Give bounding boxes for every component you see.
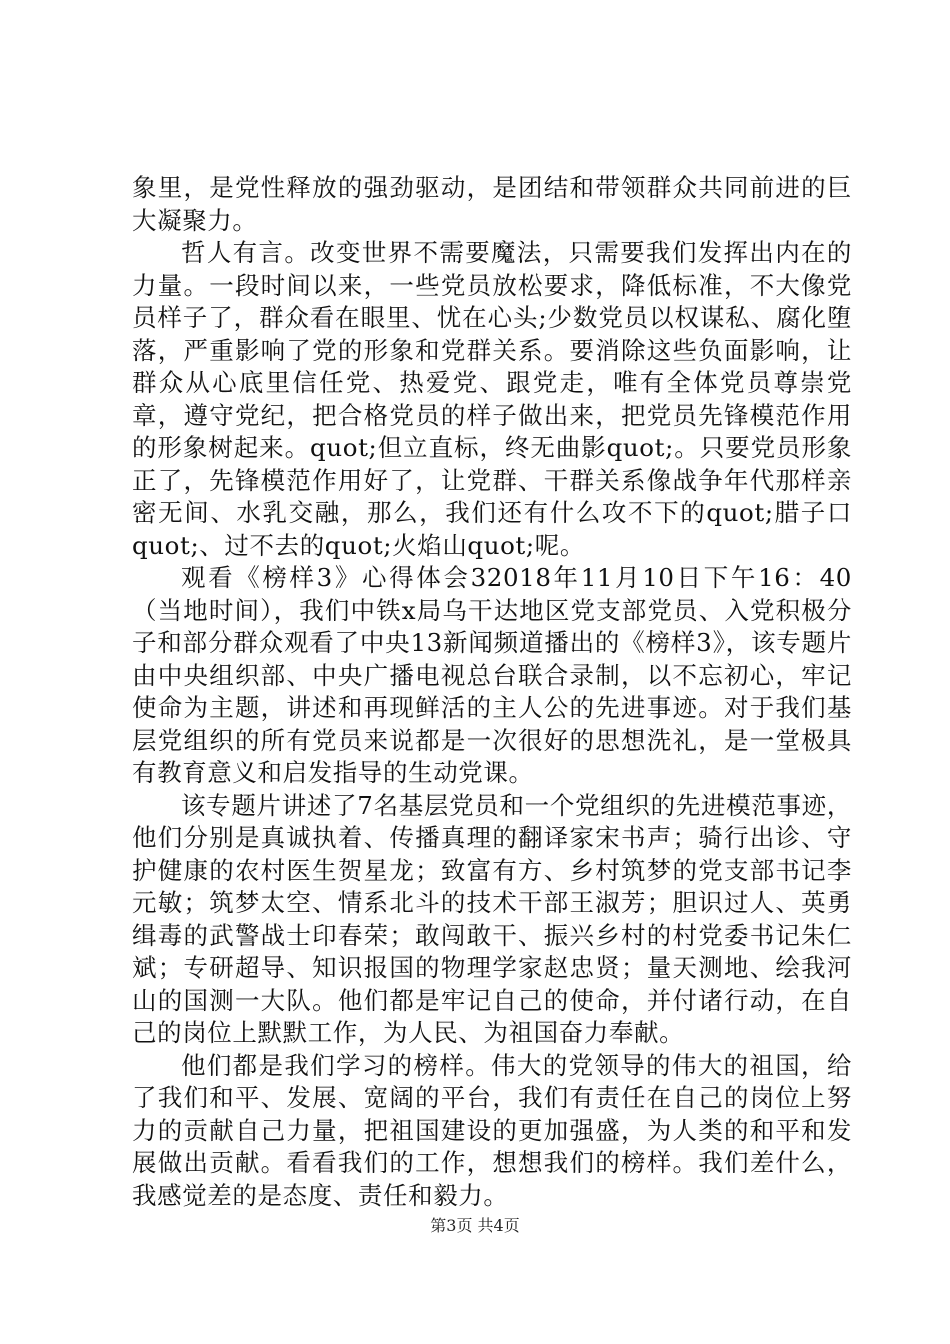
paragraph-3: 观看《榜样3》心得体会32018年11月10日下午16：40（当地时间），我们中铁x局乌干达地区党支部党员、入党积极分子和部分群众观看了中央13新闻频道播出的《榜样3》，该专题片由中央组织部、中央广播电视总台联合录制，以不忘初心，牢记使命为主题，讲述和再现鲜活的主人公的先进事迹。对于我们基层党组织的所有党员来说都是一次很好的思想洗礼，是一堂极具有教育意义和启发指导的生动党课。	[132, 563, 852, 787]
page-footer: 第3页 共4页	[430, 1216, 520, 1235]
paragraph-5: 他们都是我们学习的榜样。伟大的党领导的伟大的祖国，给了我们和平、发展、宽阔的平台，我们有责任在自己的岗位上努力的贡献自己力量，把祖国建设的更加强盛，为人类的和平和发展做出贡献。看看我们的工作，想想我们的榜样。我们差什么，我感觉差的是态度、责任和毅力。	[132, 1050, 852, 1210]
paragraph-4: 该专题片讲述了7名基层党员和一个党组织的先进模范事迹，他们分别是真诚执着、传播真理的翻译家宋书声；骑行出诊、守护健康的农村医生贺星龙；致富有方、乡村筑梦的党支部书记李元敏；筑梦太空、情系北斗的技术干部王淑芳；胆识过人、英勇缉毒的武警战士印春荣；敢闯敢干、振兴乡村的村党委书记朱仁斌；专研超导、知识报国的物理学家赵忠贤；量天测地、绘我河山的国测一大队。他们都是牢记自己的使命，并付诸行动，在自己的岗位上默默工作，为人民、为祖国奋力奉献。	[132, 790, 852, 1047]
document-body	[132, 172, 852, 1212]
paragraph-2: 哲人有言。改变世界不需要魔法，只需要我们发挥出内在的力量。一段时间以来，一些党员放松要求，降低标准，不大像党员样子了，群众看在眼里、忧在心头;少数党员以权谋私、腐化堕落，严重影响了党的形象和党群关系。要消除这些负面影响，让群众从心底里信任党、热爱党、跟党走，唯有全体党员尊崇党章，遵守党纪，把合格党员的样子做出来，把党员先锋模范作用的形象树起来。quot;但立直标，终无曲影quot;。只要党员形象正了，先锋模范作用好了，让党群、干群关系像战争年代那样亲密无间、水乳交融，那么，我们还有什么攻不下的quot;腊子口quot;、过不去的quot;火焰山quot;呢。	[132, 238, 852, 560]
paragraph-1: 象里，是党性释放的强劲驱动，是团结和带领群众共同前进的巨大凝聚力。	[132, 173, 852, 235]
